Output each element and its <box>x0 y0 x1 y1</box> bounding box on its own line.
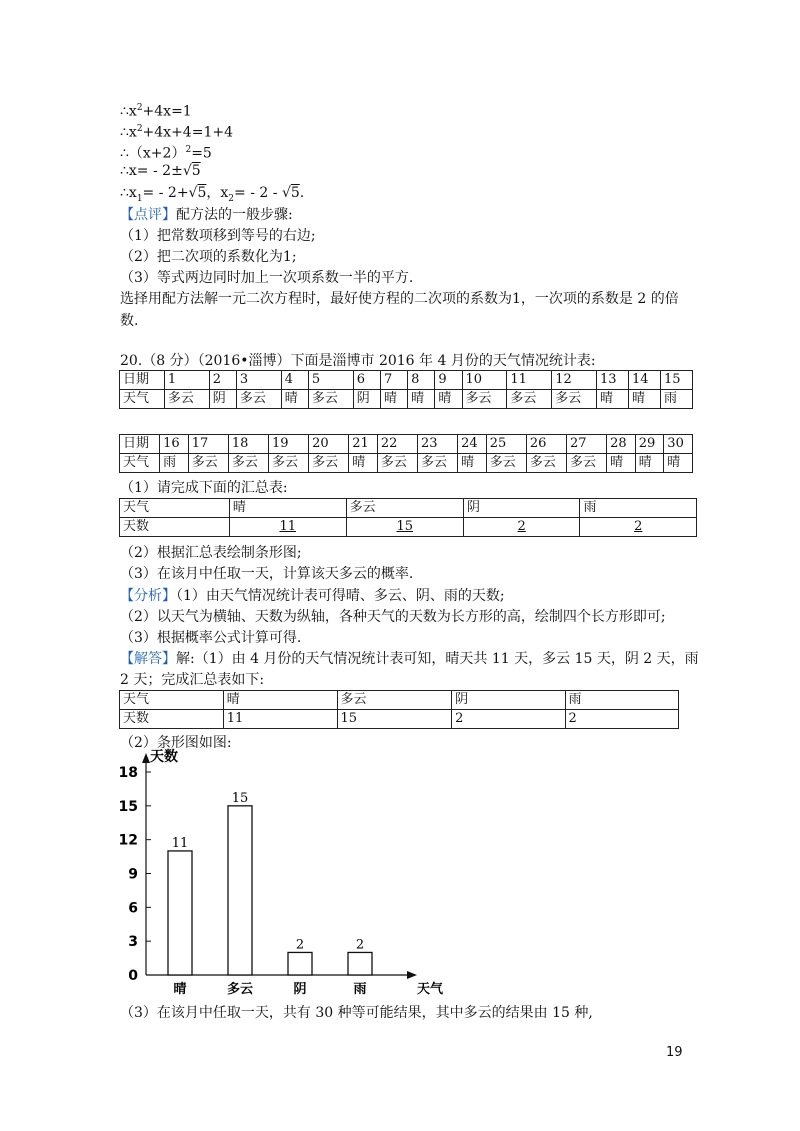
table-cell: 多云 <box>268 454 308 473</box>
review-step-2: （2）把二次项的系数化为1; <box>120 249 297 265</box>
table-cell: 晴 <box>380 390 407 409</box>
table-cell: 多云 <box>346 499 463 518</box>
x-tick-label: 阴 <box>293 982 307 997</box>
problem-header: 20.（8 分）（2016•淄博）下面是淄博市 2016 年 4 月份的天气情况统计表: <box>120 353 596 369</box>
y-axis-label: 天数 <box>150 749 178 765</box>
table-cell: 10 <box>462 371 507 390</box>
table-cell: 30 <box>664 435 693 454</box>
question-1: （1）请完成下面的汇总表: <box>120 480 288 496</box>
table-cell: 阴 <box>209 390 236 409</box>
table-cell: 17 <box>188 435 228 454</box>
answer-line-1: 【解答】解:（1）由 4 月份的天气情况统计表可知，晴天共 11 天，多云 15 天，阴 2 天，雨 <box>120 651 699 667</box>
summary-table-blank <box>119 498 697 537</box>
table-cell: 27 <box>566 435 606 454</box>
table-cell: 8 <box>408 371 435 390</box>
bar-雨 <box>348 952 372 975</box>
question-3: （3）在该月中任取一天，计算该天多云的概率. <box>120 566 414 582</box>
table-cell: 晴 <box>281 390 308 409</box>
weather-table-1 <box>119 370 693 409</box>
table-cell: 15 <box>660 371 692 390</box>
table-cell: 11 <box>223 710 337 729</box>
table-cell-label: 天数 <box>120 710 224 729</box>
answer-line-4: （3）在该月中任取一天，共有 30 种等可能结果，其中多云的结果由 15 种, <box>120 1005 593 1021</box>
table-cell: 23 <box>417 435 457 454</box>
bar-阴 <box>288 952 312 975</box>
table-cell: 多云 <box>377 454 417 473</box>
table-cell: 雨 <box>160 454 189 473</box>
bar-多云 <box>228 806 252 975</box>
table-cell: 雨 <box>580 499 697 518</box>
review-step-1: （1）把常数项移到等号的右边; <box>120 228 316 244</box>
answer-line-2: 2 天；完成汇总表如下: <box>120 672 265 688</box>
table-cell: 多云 <box>308 390 353 409</box>
table-cell: 多云 <box>164 390 209 409</box>
table-cell: 29 <box>635 435 664 454</box>
table-cell: 11 <box>507 371 552 390</box>
question-2: （2）根据汇总表绘制条形图; <box>120 545 302 561</box>
table-cell: 多云 <box>337 691 452 710</box>
table-cell: 25 <box>486 435 526 454</box>
table-cell: 多云 <box>188 454 228 473</box>
solution-line-2: $\therefore x^2+4x+4=1+4$ <box>120 124 233 141</box>
table-cell: 21 <box>349 435 378 454</box>
table-cell: 26 <box>526 435 566 454</box>
review-note-line-1: 选择用配方法解一元二次方程时，最好使方程的二次项的系数为1，一次项的系数是 2 的倍 <box>120 291 679 307</box>
table-cell: 16 <box>160 435 189 454</box>
table-cell: 5 <box>308 371 353 390</box>
table-cell: 阴 <box>452 691 565 710</box>
table-cell: 阴 <box>463 499 580 518</box>
review-step-3: （3）等式两边同时加上一次项系数一半的平方. <box>120 270 414 286</box>
analysis-line-3: （3）根据概率公式计算可得. <box>120 630 302 646</box>
table-cell-label: 天气 <box>120 454 160 473</box>
table-cell: 19 <box>268 435 308 454</box>
table-cell-label: 天数 <box>120 518 230 537</box>
table-cell: 多云 <box>228 454 268 473</box>
table-cell: 28 <box>607 435 636 454</box>
table-cell: 多云 <box>417 454 457 473</box>
table-cell: 天气 <box>120 499 230 518</box>
table-cell: 天气 <box>120 691 224 710</box>
table-cell: 18 <box>228 435 268 454</box>
table-cell: 多云 <box>507 390 552 409</box>
analysis-line-1: 【分析】（1）由天气情况统计表可得晴、多云、阴、雨的天数; <box>120 588 505 604</box>
y-axis-arrow <box>142 753 150 763</box>
bar-chart <box>110 745 444 1000</box>
weather-table-2 <box>119 434 693 473</box>
table-cell: 晴 <box>435 390 462 409</box>
table-cell: 晴 <box>458 454 487 473</box>
table-cell: 晴 <box>635 454 664 473</box>
table-cell: 15 <box>346 518 463 537</box>
table-cell: 晴 <box>408 390 435 409</box>
solution-line-4: ∴x= - 2±√5 <box>120 163 201 179</box>
y-tick-label: 6 <box>128 900 138 917</box>
table-cell: 多云 <box>552 390 597 409</box>
table-cell: 多云 <box>236 390 281 409</box>
table-cell: 雨 <box>565 691 678 710</box>
table-cell: 多云 <box>486 454 526 473</box>
table-cell: 14 <box>629 371 661 390</box>
table-cell: 20 <box>309 435 349 454</box>
bar-value-label: 2 <box>355 937 365 953</box>
table-cell: 4 <box>281 371 308 390</box>
table-cell-label: 日期 <box>120 435 160 454</box>
table-cell: 多云 <box>566 454 606 473</box>
table-cell: 6 <box>353 371 380 390</box>
y-tick-label: 3 <box>128 934 138 951</box>
review-heading: 【点评】配方法的一般步骤: <box>120 207 293 223</box>
x-tick-label: 多云 <box>226 982 254 997</box>
table-cell: 2 <box>463 518 580 537</box>
bar-晴 <box>168 851 192 975</box>
summary-table-answer <box>119 690 679 729</box>
table-cell: 9 <box>435 371 462 390</box>
table-cell: 晴 <box>664 454 693 473</box>
table-cell: 2 <box>565 710 678 729</box>
table-cell: 多云 <box>309 454 349 473</box>
table-cell: 24 <box>458 435 487 454</box>
review-note-line-2: 数. <box>120 313 139 329</box>
table-cell: 多云 <box>462 390 507 409</box>
table-cell: 15 <box>337 710 452 729</box>
table-cell: 晴 <box>229 499 346 518</box>
bar-value-label: 15 <box>231 790 249 806</box>
table-cell: 阴 <box>353 390 380 409</box>
solution-line-1: $\therefore x^2+4x=1$ <box>120 103 192 120</box>
table-cell: 1 <box>164 371 209 390</box>
table-cell-label: 天气 <box>120 390 165 409</box>
table-cell: 晴 <box>607 454 636 473</box>
x-axis-label: 天气 <box>417 982 444 997</box>
table-cell: 2 <box>209 371 236 390</box>
table-cell: 11 <box>229 518 346 537</box>
table-cell: 雨 <box>660 390 692 409</box>
table-cell: 12 <box>552 371 597 390</box>
table-cell: 晴 <box>349 454 378 473</box>
x-axis-arrow <box>407 971 417 979</box>
table-cell: 7 <box>380 371 407 390</box>
table-cell: 13 <box>597 371 629 390</box>
table-cell: 多云 <box>526 454 566 473</box>
bar-value-label: 11 <box>171 835 189 851</box>
y-tick-label: 12 <box>118 832 138 849</box>
answer-line-3: （2）条形图如图: <box>120 735 232 751</box>
table-cell: 晴 <box>597 390 629 409</box>
y-tick-label: 9 <box>128 866 138 883</box>
analysis-line-2: （2）以天气为横轴、天数为纵轴，各种天气的天数为长方形的高，绘制四个长方形即可; <box>120 609 666 625</box>
x-tick-label: 晴 <box>173 982 187 997</box>
solution-line-5: $\therefore x_1= - 2+√5$，$x_2= - 2 - √5$. <box>120 185 305 204</box>
solution-line-3: $\therefore(x+2)^2=5$ <box>120 145 212 162</box>
table-cell: 晴 <box>223 691 337 710</box>
table-cell: 3 <box>236 371 281 390</box>
table-cell: 2 <box>452 710 565 729</box>
y-tick-label: 15 <box>118 798 138 815</box>
table-cell-label: 日期 <box>120 371 165 390</box>
y-tick-label: 0 <box>128 968 138 984</box>
table-cell: 晴 <box>629 390 661 409</box>
y-tick-label: 18 <box>118 765 138 781</box>
x-tick-label: 雨 <box>353 982 367 997</box>
page-number: 19 <box>666 1045 683 1060</box>
table-cell: 22 <box>377 435 417 454</box>
table-cell: 2 <box>580 518 697 537</box>
bar-value-label: 2 <box>295 937 305 953</box>
